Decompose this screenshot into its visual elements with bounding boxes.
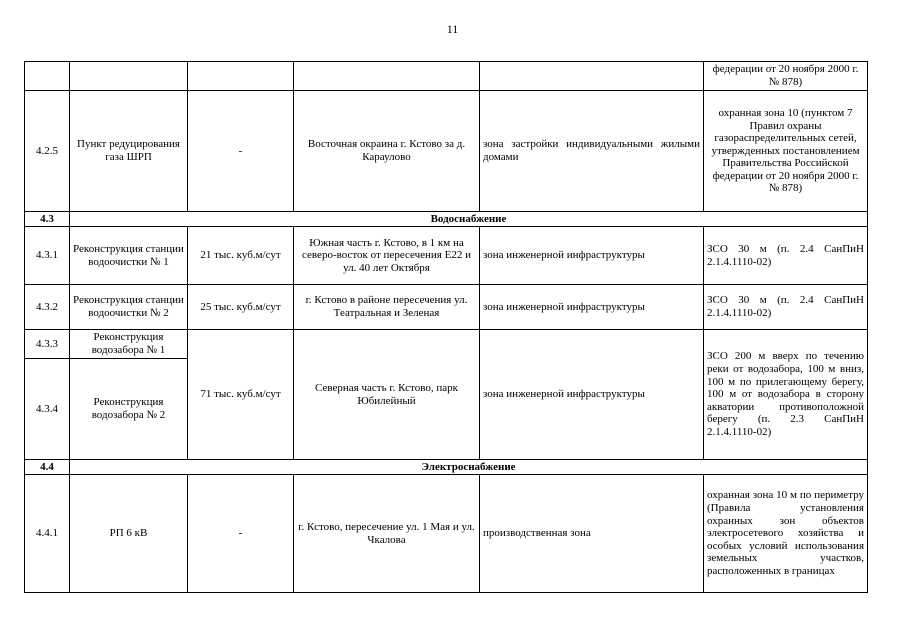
section-header-row [25, 212, 868, 227]
object-name: РП 6 кВ [70, 475, 188, 593]
section-number: 4.4 [25, 460, 70, 475]
capacity-cell: - [188, 91, 294, 212]
row-number: 4.3.3 [25, 330, 70, 359]
table-row [25, 475, 868, 593]
capacity-cell: 21 тыс. куб.м/сут [188, 227, 294, 285]
protection-cell: ЗСО 200 м вверх по течению реки от водозабора, 100 м вниз, 100 м по прилегающему берегу, 100 м от водозабора в сторону акватории противоположной берегу (п. 2.3 СанПиН 2.1.4.1110-02) [704, 330, 868, 460]
location-cell: Восточная окраина г. Кстово за д. Караулово [294, 91, 480, 212]
zone-cell: зона инженерной инфраструктуры [480, 285, 704, 330]
row-number: 4.3.1 [25, 227, 70, 285]
zone-cell: зона застройки индивидуальными жилыми домами [480, 91, 704, 212]
table-row [25, 330, 868, 359]
object-name: Пункт редуцирования газа ШРП [70, 91, 188, 212]
location-cell: Северная часть г. Кстово, парк Юбилейный [294, 330, 480, 460]
object-name: Реконструкция водозабора № 2 [70, 359, 188, 460]
row-number: 4.2.5 [25, 91, 70, 212]
table-row [25, 62, 868, 91]
location-cell: Южная часть г. Кстово, в 1 км на северо-восток от пересечения Е22 и ул. 40 лет Октября [294, 227, 480, 285]
capacity-cell: 25 тыс. куб.м/сут [188, 285, 294, 330]
protection-cell: охранная зона 10 м по периметру (Правила установления охранных зон объектов электросетевого хозяйства и особых условий использования земельных участков, расположенных в границах [704, 475, 868, 593]
page-number: 11 [446, 22, 459, 36]
section-title: Электроснабжение [70, 460, 868, 475]
row-number: 4.4.1 [25, 475, 70, 593]
section-number: 4.3 [25, 212, 70, 227]
zone-cell: зона инженерной инфраструктуры [480, 227, 704, 285]
protection-cell: охранная зона 10 (пунктом 7 Правил охраны газораспределительных сетей, утвержденных постановлением Правительства Российской федерации от 20 ноября 2000 г. № 878) [704, 91, 868, 212]
facilities-table [24, 61, 868, 593]
protection-cell: федерации от 20 ноября 2000 г. № 878) [704, 62, 868, 91]
table-row [25, 227, 868, 285]
table-row [25, 285, 868, 330]
zone-cell: зона инженерной инфраструктуры [480, 330, 704, 460]
location-cell: г. Кстово, пересечение ул. 1 Мая и ул. Чкалова [294, 475, 480, 593]
zone-cell: производственная зона [480, 475, 704, 593]
row-number: 4.3.4 [25, 359, 70, 460]
section-title: Водоснабжение [70, 212, 868, 227]
protection-cell: ЗСО 30 м (п. 2.4 СанПиН 2.1.4.1110-02) [704, 227, 868, 285]
section-header-row [25, 460, 868, 475]
object-name: Реконструкция водозабора № 1 [70, 330, 188, 359]
row-number: 4.3.2 [25, 285, 70, 330]
protection-cell: ЗСО 30 м (п. 2.4 СанПиН 2.1.4.1110-02) [704, 285, 868, 330]
object-name: Реконструкция станции водоочистки № 1 [70, 227, 188, 285]
location-cell: г. Кстово в районе пересечения ул. Театральная и Зеленая [294, 285, 480, 330]
table-row [25, 91, 868, 212]
capacity-cell: 71 тыс. куб.м/сут [188, 330, 294, 460]
object-name: Реконструкция станции водоочистки № 2 [70, 285, 188, 330]
capacity-cell: - [188, 475, 294, 593]
